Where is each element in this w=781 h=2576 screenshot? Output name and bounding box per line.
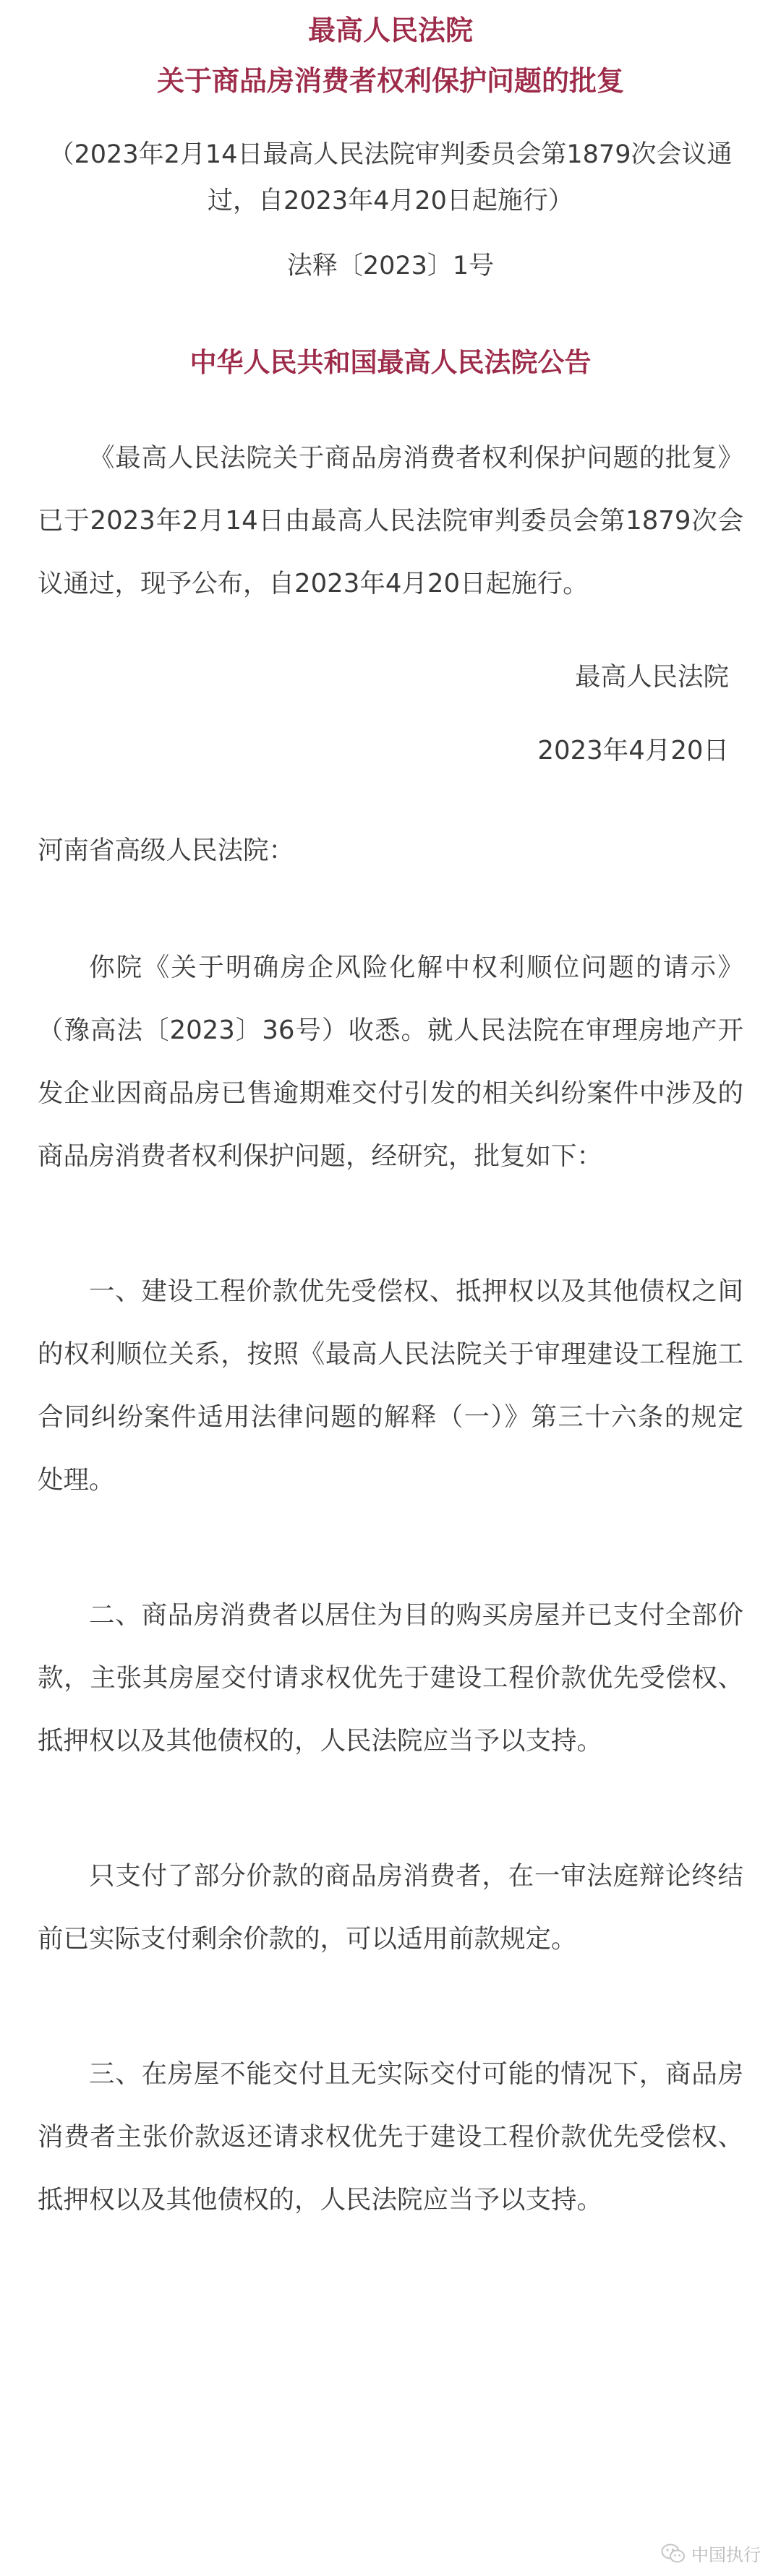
wechat-icon <box>661 2543 686 2564</box>
reply-paragraph-3: 二、商品房消费者以居住为目的购买房屋并已支付全部价款，主张其房屋交付请求权优先于建设工程价款优先受偿权、抵押权以及其他债权的，人民法院应当予以支持。 <box>38 1600 743 1756</box>
court-name-title: 最高人民法院 <box>307 14 473 46</box>
announcement-body: 《最高人民法院关于商品房消费者权利保护问题的批复》已于2023年2月14日由最高人民法院审判委员会第1879次会议通过，现予公布，自2023年4月20日起施行。 <box>38 443 743 598</box>
watermark-label: 中国执行 <box>691 2545 761 2565</box>
source-watermark <box>661 2541 761 2566</box>
reply-paragraph-5: 三、在房屋不能交付且无实际交付可能的情况下，商品房消费者主张价款返还请求权优先于建设工程价款优先受偿权、抵押权以及其他债权的，人民法院应当予以支持。 <box>38 2059 743 2215</box>
reply-paragraph-2: 一、建设工程价款优先受偿权、抵押权以及其他债权之间的权利顺位关系，按照《最高人民法院关于审理建设工程施工合同纠纷案件适用法律问题的解释（一）》第三十六条的规定处理。 <box>38 1276 743 1495</box>
announcement-title: 中华人民共和国最高人民法院公告 <box>189 347 592 378</box>
reply-paragraph-1: 你院《关于明确房企风险化解中权利顺位问题的请示》（豫高法〔2023〕36号）收悉。就人民法院在审理房地产开发企业因商品房已售逾期难交付引发的相关纠纷案件中涉及的商品房消费者权利保护问题，经研究，批复如下： <box>38 953 743 1171</box>
document-number: 法释〔2023〕1号 <box>286 252 495 280</box>
document-title: 关于商品房消费者权利保护问题的批复 <box>156 65 624 97</box>
announcement-signatory: 最高人民法院 <box>574 662 729 692</box>
reply-paragraph-4: 只支付了部分价款的商品房消费者，在一审法庭辩论终结前已实际支付剩余价款的，可以适用前款规定。 <box>38 1861 743 1954</box>
reply-addressee: 河南省高级人民法院： <box>38 836 295 865</box>
adoption-note: （2023年2月14日最高人民法院审判委员会第1879次会议通过，自2023年4月20日起施行） <box>48 140 733 215</box>
announcement-date: 2023年4月20日 <box>537 736 729 765</box>
